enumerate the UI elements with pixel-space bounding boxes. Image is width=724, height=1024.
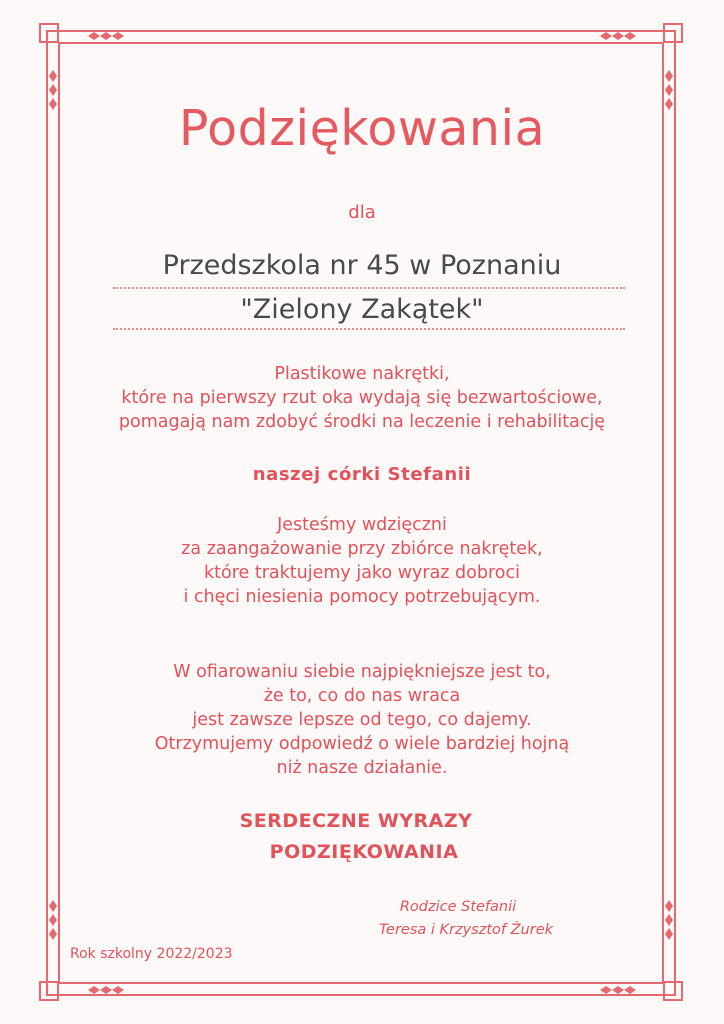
corner-ornament-bottom-right: [664, 982, 682, 1000]
certificate-title: Podziękowania: [178, 100, 546, 157]
paragraph-quote-line: Otrzymujemy odpowiedź o wiele bardziej hojną: [154, 734, 570, 754]
ornament-top-right: [600, 32, 636, 40]
paragraph-caps-line: pomagają nam zdobyć środki na leczenie i rehabilitację: [118, 412, 606, 432]
closing-line-2: PODZIĘKOWANIA: [269, 841, 459, 863]
paragraph-gratitude-line: Jesteśmy wdzięczni: [277, 515, 447, 535]
paragraph-quote-line: jest zawsze lepsze od tego, co dajemy.: [192, 710, 532, 730]
paragraph-caps: [60, 362, 664, 434]
school-year: Rok szkolny 2022/2023: [70, 946, 233, 962]
ornament-left-bottom: [49, 900, 57, 940]
ornament-bottom-left: [88, 986, 124, 994]
corner-ornament-bottom-left: [40, 982, 58, 1000]
paragraph-quote: [60, 660, 664, 780]
ornament-bottom-right: [600, 986, 636, 994]
paragraph-gratitude: [60, 513, 664, 609]
recipient-name: Przedszkola nr 45 w Poznaniu: [162, 250, 562, 281]
recipient-subtitle: "Zielony Zakątek": [240, 294, 484, 325]
corner-ornament-top-left: [40, 24, 58, 42]
for-label: dla: [348, 202, 376, 223]
paragraph-caps-line: Plastikowe nakrętki,: [274, 364, 450, 384]
paragraph-quote-line: że to, co do nas wraca: [263, 686, 461, 706]
dotted-line-1: [113, 287, 625, 289]
paragraph-gratitude-line: które traktujemy jako wyraz dobroci: [204, 563, 520, 583]
daughter-line: naszej córki Stefanii: [252, 464, 472, 485]
signature-title: Rodzice Stefanii: [399, 899, 517, 915]
paragraph-gratitude-line: i chęci niesienia pomocy potrzebującym.: [183, 587, 541, 607]
corner-ornament-top-right: [664, 24, 682, 42]
paragraph-caps-line: które na pierwszy rzut oka wydają się bezwartościowe,: [121, 388, 603, 408]
closing-line-1: SERDECZNE WYRAZY: [239, 810, 473, 832]
paragraph-quote-line: W ofiarowaniu siebie najpiękniejsze jest to,: [173, 662, 551, 682]
dotted-line-2: [113, 328, 625, 330]
signature-names: Teresa i Krzysztof Żurek: [378, 922, 554, 938]
paragraph-quote-line: niż nasze działanie.: [276, 758, 448, 778]
paragraph-gratitude-line: za zaangażowanie przy zbiórce nakrętek,: [181, 539, 543, 559]
ornament-right-bottom: [665, 900, 673, 940]
ornament-top-left: [88, 32, 124, 40]
